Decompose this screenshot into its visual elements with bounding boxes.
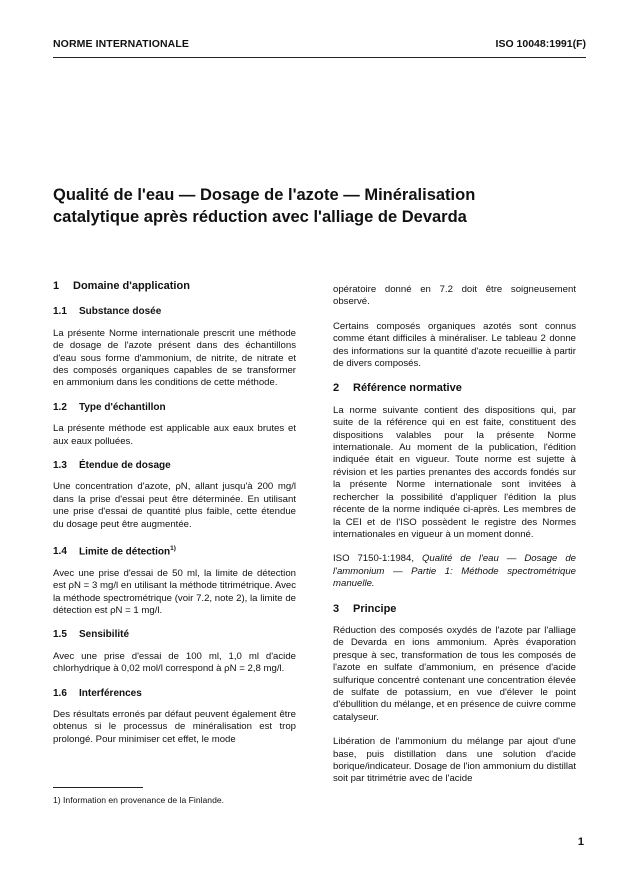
section-1-6-text: Des résultats erronés par défaut peuvent également être obtenus si le processus de minéralisation est trop prolongé. Pour minimiser cet effet, le mode: [53, 709, 296, 745]
section-1-1-heading: 1.1 Substance dosée: [53, 306, 162, 318]
title-line-1: Qualité de l'eau — Dosage de l'azote — Minéralisation: [53, 186, 476, 204]
section-1-5-heading: 1.5 Sensibilité: [53, 629, 130, 641]
organic-compounds-text: Certains composés organiques azotés sont connus comme étant difficiles à minéraliser. Le tableau 2 donne des informations sur la quantité d'azote recueillie à partir de divers composés.: [333, 320, 576, 370]
reference-code: ISO 7150-1:1984,: [333, 553, 415, 565]
header-standard-type: NORME INTERNATIONALE: [53, 38, 189, 50]
reference-title: Qualité de l'eau — Dosage de l'ammonium — Partie 1: Méthode spectrométrique manuelle.: [333, 553, 576, 590]
footnote-rule: [53, 787, 143, 788]
section-3-text-2: Libération de l'ammonium du mélange par ajout d'une base, puis distillation dans une solution d'acide borique/indicateur. Dosage de l'ion ammonium du distillat soit par titrimétrie avec de l'acide: [333, 736, 576, 785]
section-2-heading: 2 Référence normative: [333, 382, 462, 395]
section-1-2-text: La présente méthode est applicable aux eaux brutes et aux eaux polluées.: [53, 423, 296, 447]
right-column: [333, 284, 576, 798]
header-rule: [53, 57, 586, 58]
normative-reference-entry: [333, 553, 576, 590]
section-1-3-heading: 1.3 Étendue de dosage: [53, 460, 171, 472]
section-1-heading: 1 Domaine d'application: [53, 280, 190, 292]
section-1-2-heading: 1.2 Type d'échantillon: [53, 401, 166, 413]
section-1-4-heading: 1.4 Limite de détection$^{1)}$: [53, 545, 176, 558]
section-3-heading: 3 Principe: [333, 602, 397, 615]
left-column: [53, 280, 296, 758]
section-2-text: La norme suivante contient des dispositions qui, par suite de la référence qui en est faite, constituent des dispositions valables pour la présente Norme internationale. Au moment de la publication, l'édition indiquée était en vigueur. Toute norme est sujette à révision et les parties prenantes des accords fondés sur la présente Norme internationale sont invitées à rechercher la possibilité d'appliquer l'édition la plus récente de la norme indiquée ci-après. Les membres de la CEI et de l'ISO possèdent le registre des Normes internationales en vigueur à un moment donné.: [333, 404, 576, 540]
section-1-1-text: La présente Norme internationale prescrit une méthode de dosage de l'azote présent dans des échantillons d'eau sous forme d'ammonium, de nitrite, de nitrate et des composés organiques capables de se transformer en ammonium dans les conditions de cette méthode.: [53, 327, 296, 389]
footnote-marker: 1): [170, 545, 176, 553]
section-1-5-text: Avec une prise d'essai de 100 ml, 1,0 ml d'acide chlorhydrique à 0,02 mol/l correspond à ρN = 2,8 mg/l.: [53, 650, 296, 675]
title-line-2: catalytique après réduction avec l'alliage de Devarda: [53, 208, 467, 226]
section-3-text-1: Réduction des composés oxydés de l'azote par l'alliage de Devarda en ions ammonium. Après évaporation presque à sec, transformation de tous les composés de l'azote en sulfate d'ammonium, en présence d'acide sulfurique concentré contenant une concentration élevée de sulfate de potassium, en vue d'élever le point d'ébullition du mélange, et en présence de cuivre comme catalyseur.: [333, 624, 576, 723]
document-title: [53, 184, 573, 228]
footnote: 1) Information en provenance de la Finlande.: [53, 795, 225, 805]
page-number: 1: [577, 836, 584, 848]
section-1-3-text: Une concentration d'azote, ρN, allant jusqu'à 200 mg/l dans la prise d'essai peut être déterminée. En utilisant une prise d'essai de quantité plus faible, cette étendue du dosage peut être augmentée.: [53, 481, 296, 530]
interference-continued-text: opératoire donné en 7.2 doit être soigneusement observé.: [333, 284, 576, 308]
header-standard-number: ISO 10048:1991(F): [495, 38, 586, 50]
section-1-6-heading: 1.6 Interférences: [53, 687, 142, 699]
section-1-4-text: Avec une prise d'essai de 50 ml, la limite de détection est ρN = 3 mg/l en utilisant la méthode titrimétrique. Avec la méthode spectrométrique (voir 7.2, note 2), la limite de détection est ρN = 1 mg/l.: [53, 567, 296, 617]
